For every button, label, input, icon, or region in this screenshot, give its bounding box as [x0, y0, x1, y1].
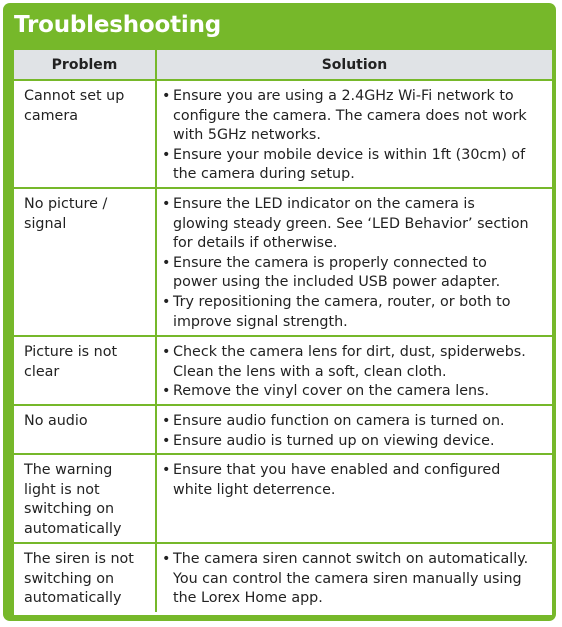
section-title: Troubleshooting — [14, 12, 222, 38]
solution-text: configure the camera. The camera does not work — [173, 107, 527, 124]
troubleshooting-table — [14, 50, 552, 612]
solution-text: Check the camera lens for dirt, dust, spiderwebs. — [173, 344, 526, 360]
solution-text: improve signal strength. — [173, 313, 348, 330]
problem-text: camera — [24, 107, 78, 124]
problem-cell — [14, 80, 156, 188]
table-row — [14, 543, 552, 612]
bullet-icon: • — [162, 344, 171, 360]
problem-text: The siren is not — [24, 551, 134, 567]
problem-text: light is not — [24, 481, 100, 498]
solution-item — [162, 432, 548, 452]
bullet-icon: • — [162, 462, 171, 478]
problem-text: Picture is not — [24, 344, 118, 360]
bullet-icon: • — [162, 196, 171, 212]
problem-text: signal — [24, 215, 67, 232]
solution-text: glowing steady green. See ‘LED Behavior’ section — [173, 215, 529, 232]
bullet-icon: • — [162, 551, 171, 567]
solution-cell — [156, 80, 552, 188]
problem-text: The warning — [24, 462, 113, 478]
problem-text: switching on — [24, 501, 115, 518]
solution-text: Clean the lens with a soft, clean cloth. — [173, 363, 447, 380]
solution-item — [162, 550, 548, 609]
table-header-row — [14, 50, 552, 80]
solution-cell — [156, 336, 552, 405]
solution-item — [162, 146, 548, 185]
problem-cell — [14, 188, 156, 336]
solution-cell — [156, 543, 552, 612]
solution-column-header: Solution — [156, 50, 552, 80]
table-row — [14, 336, 552, 405]
bullet-icon: • — [162, 146, 171, 163]
solution-text: Ensure that you have enabled and configured — [173, 462, 501, 478]
troubleshooting-table-container — [14, 50, 552, 615]
solution-cell — [156, 188, 552, 336]
solution-text: Remove the vinyl cover on the camera lens. — [173, 383, 490, 400]
bullet-icon: • — [162, 88, 171, 104]
problem-cell — [14, 543, 156, 612]
solution-text: Ensure audio function on camera is turned on. — [173, 413, 505, 429]
bullet-icon: • — [162, 254, 171, 271]
solution-text: Try repositioning the camera, router, or both to — [173, 293, 511, 310]
solution-cell — [156, 454, 552, 543]
problem-cell — [14, 454, 156, 543]
solution-text: Ensure audio is turned up on viewing device. — [173, 432, 495, 449]
solution-text: Ensure your mobile device is within 1ft (30cm) of — [173, 146, 526, 163]
problem-text: No audio — [24, 413, 88, 429]
table-row — [14, 188, 552, 336]
troubleshooting-panel — [3, 3, 556, 621]
table-row — [14, 454, 552, 543]
bullet-icon: • — [162, 432, 171, 449]
problem-cell — [14, 336, 156, 405]
table-row — [14, 405, 552, 454]
bullet-icon: • — [162, 383, 171, 400]
solution-item — [162, 382, 548, 402]
solution-text: You can control the camera siren manually using — [173, 570, 522, 587]
solution-text: with 5GHz networks. — [173, 127, 321, 144]
bullet-icon: • — [162, 293, 171, 310]
table-row — [14, 80, 552, 188]
solution-item — [162, 87, 548, 146]
solution-text: Ensure the camera is properly connected to — [173, 254, 487, 271]
solution-text: the camera during setup. — [173, 166, 355, 183]
solution-text: power using the included USB power adapter. — [173, 274, 501, 291]
solution-text: for details if otherwise. — [173, 235, 338, 252]
problem-text: clear — [24, 363, 60, 380]
solution-text: Ensure you are using a 2.4GHz Wi-Fi network to — [173, 88, 514, 104]
problem-cell — [14, 405, 156, 454]
solution-text: The camera siren cannot switch on automatically. — [173, 551, 529, 567]
problem-text: automatically — [24, 590, 122, 607]
solution-item — [162, 293, 548, 332]
solution-item — [162, 343, 548, 382]
solution-item — [162, 254, 548, 293]
solution-text: Ensure the LED indicator on the camera is — [173, 196, 475, 212]
problem-text: Cannot set up — [24, 88, 125, 104]
problem-text: automatically — [24, 520, 122, 537]
bullet-icon: • — [162, 413, 171, 429]
solution-text: white light deterrence. — [173, 481, 336, 498]
solution-item — [162, 195, 548, 254]
problem-text: No picture / — [24, 196, 108, 212]
solution-cell — [156, 405, 552, 454]
solution-item — [162, 461, 548, 500]
solution-text: the Lorex Home app. — [173, 590, 323, 607]
problem-column-header: Problem — [14, 50, 156, 80]
solution-item — [162, 412, 548, 432]
problem-text: switching on — [24, 570, 115, 587]
